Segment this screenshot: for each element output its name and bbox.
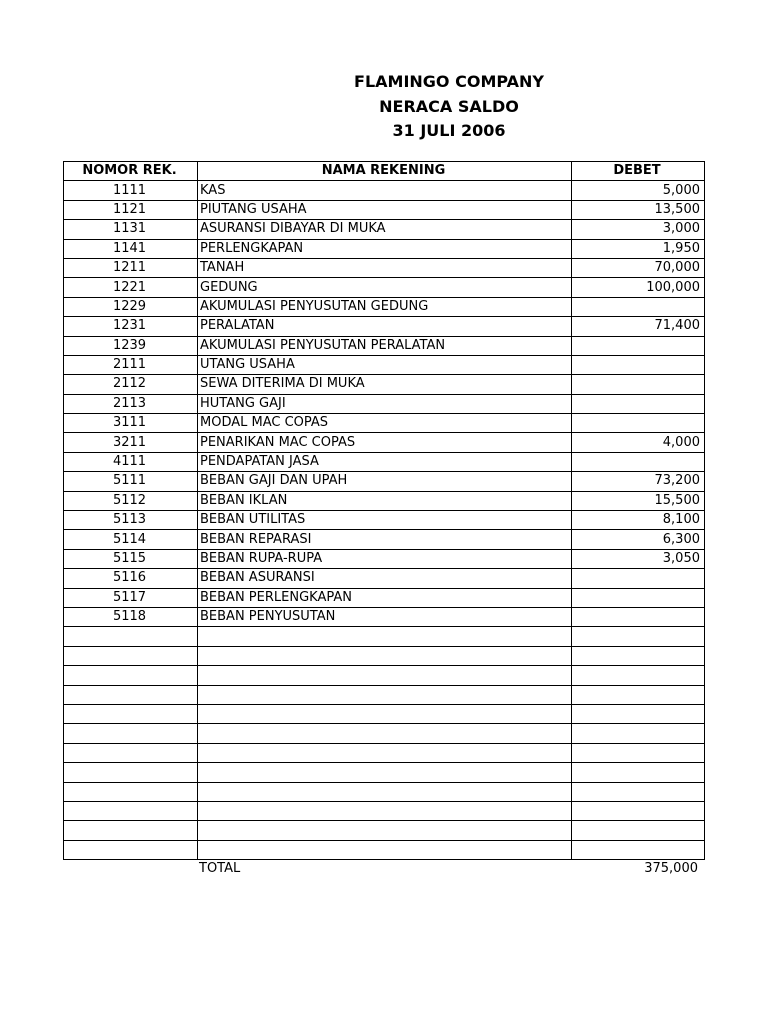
cell-account-name: TANAH	[198, 258, 572, 277]
cell-debit: 73,200	[572, 472, 705, 491]
table-row	[64, 607, 705, 626]
cell-account-number: 1131	[64, 220, 198, 239]
cell-account-name	[198, 646, 572, 665]
cell-debit	[572, 336, 705, 355]
cell-account-number: 5114	[64, 530, 198, 549]
table-row	[64, 433, 705, 452]
table-row	[64, 414, 705, 433]
cell-account-number: 1221	[64, 278, 198, 297]
total-row	[197, 860, 698, 878]
cell-account-name: PIUTANG USAHA	[198, 200, 572, 219]
cell-account-number: 2112	[64, 375, 198, 394]
cell-account-number	[64, 666, 198, 685]
table-row	[64, 297, 705, 316]
cell-account-name: KAS	[198, 181, 572, 200]
table-row	[64, 821, 705, 840]
cell-account-number	[64, 763, 198, 782]
table-row	[64, 724, 705, 743]
total-value: 375,000	[644, 861, 698, 876]
cell-account-name: BEBAN REPARASI	[198, 530, 572, 549]
cell-debit	[572, 646, 705, 665]
cell-account-name	[198, 840, 572, 859]
cell-account-number	[64, 782, 198, 801]
table-row	[64, 375, 705, 394]
cell-debit	[572, 743, 705, 762]
cell-debit	[572, 414, 705, 433]
table-row	[64, 549, 705, 568]
cell-account-number	[64, 801, 198, 820]
cell-debit	[572, 801, 705, 820]
cell-account-name: MODAL MAC COPAS	[198, 414, 572, 433]
cell-debit: 3,000	[572, 220, 705, 239]
table-row	[64, 569, 705, 588]
cell-debit	[572, 666, 705, 685]
cell-account-name: BEBAN UTILITAS	[198, 511, 572, 530]
cell-account-name	[198, 763, 572, 782]
cell-account-name: PERLENGKAPAN	[198, 239, 572, 258]
cell-account-number	[64, 724, 198, 743]
cell-account-number: 3111	[64, 414, 198, 433]
table-row	[64, 258, 705, 277]
table-row	[64, 801, 705, 820]
cell-account-name: HUTANG GAJI	[198, 394, 572, 413]
cell-account-number: 5115	[64, 549, 198, 568]
cell-debit: 3,050	[572, 549, 705, 568]
cell-account-name	[198, 821, 572, 840]
cell-debit	[572, 821, 705, 840]
column-header-debit: DEBET	[572, 162, 705, 181]
cell-account-number: 4111	[64, 452, 198, 471]
table-row	[64, 317, 705, 336]
cell-debit: 100,000	[572, 278, 705, 297]
cell-debit	[572, 724, 705, 743]
cell-account-name	[198, 743, 572, 762]
cell-debit: 8,100	[572, 511, 705, 530]
cell-debit: 15,500	[572, 491, 705, 510]
cell-account-name	[198, 724, 572, 743]
trial-balance-table	[63, 161, 705, 860]
table-row	[64, 181, 705, 200]
cell-account-number: 5113	[64, 511, 198, 530]
table-row	[64, 782, 705, 801]
cell-account-name: BEBAN GAJI DAN UPAH	[198, 472, 572, 491]
cell-account-name: BEBAN PERLENGKAPAN	[198, 588, 572, 607]
cell-account-number: 5112	[64, 491, 198, 510]
total-label: TOTAL	[199, 861, 241, 876]
cell-debit	[572, 704, 705, 723]
cell-account-name	[198, 627, 572, 646]
cell-account-number: 5111	[64, 472, 198, 491]
cell-account-number	[64, 627, 198, 646]
table-row	[64, 588, 705, 607]
cell-debit	[572, 355, 705, 374]
cell-account-name	[198, 801, 572, 820]
cell-debit	[572, 394, 705, 413]
cell-account-name	[198, 704, 572, 723]
cell-debit: 4,000	[572, 433, 705, 452]
cell-account-name: PERALATAN	[198, 317, 572, 336]
column-header-number: NOMOR REK.	[64, 162, 198, 181]
table-row	[64, 743, 705, 762]
cell-account-name: BEBAN IKLAN	[198, 491, 572, 510]
cell-account-number: 1111	[64, 181, 198, 200]
report-date: 31 JULI 2006	[392, 121, 506, 140]
cell-account-number: 1121	[64, 200, 198, 219]
cell-account-number	[64, 743, 198, 762]
cell-debit	[572, 840, 705, 859]
cell-account-name: BEBAN ASURANSI	[198, 569, 572, 588]
cell-debit	[572, 588, 705, 607]
cell-account-number	[64, 646, 198, 665]
cell-account-name	[198, 782, 572, 801]
cell-account-number: 1231	[64, 317, 198, 336]
cell-debit	[572, 297, 705, 316]
cell-account-name: AKUMULASI PENYUSUTAN PERALATAN	[198, 336, 572, 355]
cell-account-name	[198, 685, 572, 704]
cell-debit	[572, 685, 705, 704]
cell-debit	[572, 569, 705, 588]
table-row	[64, 278, 705, 297]
cell-account-name: SEWA DITERIMA DI MUKA	[198, 375, 572, 394]
cell-debit: 1,950	[572, 239, 705, 258]
cell-debit: 71,400	[572, 317, 705, 336]
cell-account-number: 1211	[64, 258, 198, 277]
cell-debit: 5,000	[572, 181, 705, 200]
table-row	[64, 336, 705, 355]
cell-account-number	[64, 704, 198, 723]
table-row	[64, 394, 705, 413]
report-title: NERACA SALDO	[379, 96, 519, 116]
cell-account-number	[64, 840, 198, 859]
table-body	[64, 181, 705, 860]
cell-account-name: PENARIKAN MAC COPAS	[198, 433, 572, 452]
table-row	[64, 472, 705, 491]
table-row	[64, 840, 705, 859]
table-row	[64, 452, 705, 471]
cell-account-number: 3211	[64, 433, 198, 452]
cell-debit	[572, 607, 705, 626]
cell-account-number: 1239	[64, 336, 198, 355]
table-row	[64, 239, 705, 258]
cell-debit	[572, 375, 705, 394]
table-row	[64, 666, 705, 685]
table-row	[64, 646, 705, 665]
table-row	[64, 704, 705, 723]
cell-account-number: 2113	[64, 394, 198, 413]
company-name: FLAMINGO COMPANY	[354, 72, 544, 91]
cell-account-number: 1141	[64, 239, 198, 258]
cell-account-name	[198, 666, 572, 685]
cell-account-number: 5118	[64, 607, 198, 626]
table-row	[64, 763, 705, 782]
cell-account-number: 5116	[64, 569, 198, 588]
table-row	[64, 685, 705, 704]
table-row	[64, 491, 705, 510]
table-row	[64, 200, 705, 219]
cell-account-number: 2111	[64, 355, 198, 374]
cell-account-number: 1229	[64, 297, 198, 316]
cell-debit	[572, 627, 705, 646]
table-row	[64, 511, 705, 530]
cell-account-name: GEDUNG	[198, 278, 572, 297]
cell-debit	[572, 782, 705, 801]
cell-debit: 13,500	[572, 200, 705, 219]
cell-debit	[572, 763, 705, 782]
cell-account-name: BEBAN PENYUSUTAN	[198, 607, 572, 626]
cell-account-number	[64, 821, 198, 840]
table-row	[64, 627, 705, 646]
cell-debit: 70,000	[572, 258, 705, 277]
table-row	[64, 530, 705, 549]
cell-debit	[572, 452, 705, 471]
table-header-row	[64, 162, 705, 181]
cell-account-name: PENDAPATAN JASA	[198, 452, 572, 471]
table-row	[64, 220, 705, 239]
cell-account-number: 5117	[64, 588, 198, 607]
table-row	[64, 355, 705, 374]
report-header	[297, 70, 601, 144]
cell-account-name: BEBAN RUPA-RUPA	[198, 549, 572, 568]
cell-account-name: AKUMULASI PENYUSUTAN GEDUNG	[198, 297, 572, 316]
cell-account-number	[64, 685, 198, 704]
cell-debit: 6,300	[572, 530, 705, 549]
cell-account-name: UTANG USAHA	[198, 355, 572, 374]
cell-account-name: ASURANSI DIBAYAR DI MUKA	[198, 220, 572, 239]
column-header-name: NAMA REKENING	[198, 162, 572, 181]
